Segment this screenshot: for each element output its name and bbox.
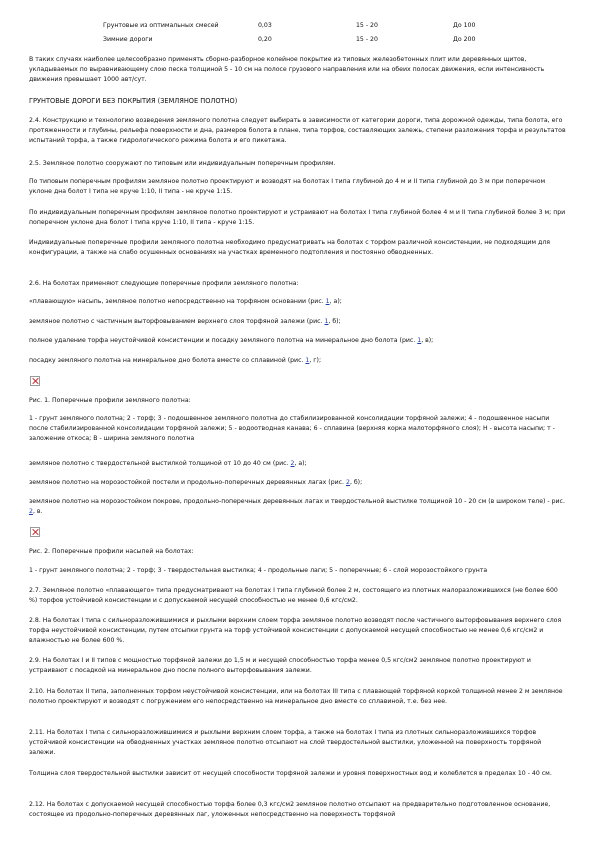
- row-coef: 0,20: [258, 36, 272, 43]
- row-limit: До 100: [453, 22, 476, 29]
- paragraph: Толщина слоя твердостельной выстилки зависит от несущей способности торфяной залежи и уровня поверхностных вод и колеблется в пределах 10 - 40 см.: [29, 770, 552, 777]
- row-range: 15 - 20: [356, 36, 378, 43]
- paragraph: 2.9. На болотах I и II типов с мощностью торфяной залежи до 1,5 м и несущей способностью торфа менее 0,5 кгс/см2 земляное полотно проектируют и устраивают с посадкой на минеральное дно после полного выторфовывания залежи.: [29, 657, 531, 674]
- paragraph: 2.6. На болотах применяют следующие поперечные профили земляного полотна:: [29, 280, 299, 287]
- list-item: земляное полотно с твердостельной выстилкой толщиной от 10 до 40 см (рис. 2, а);: [29, 460, 307, 467]
- list-item: земляное полотно на морозостойком покрове, продольно-поперечных деревянных лагах и твердостельной выстилке толщиной 10 - 20 см (в широком теле) - рис. 2, в.: [29, 498, 565, 515]
- paragraph: Индивидуальные поперечные профили земляного полотна необходимо предусматривать на болотах с торфом различной консистенции, не подходящим для конфигурации, а также на слабо осушенных основаниях на участках временного подтопления и постоянно обводненных.: [29, 239, 551, 256]
- paragraph: 2.8. На болотах I типа с сильноразложившимися и рыхлыми верхним слоем торфа земляное полотно возводят после частичного выторфовывания верхнего слоя торфа неустойчивой консистенции, путем отсыпки грунта на торф устойчивой консистенции с допускаемой несущей способностью не менее 0,6 кгс/см2 и влажностью не более 600 %.: [29, 617, 562, 644]
- paragraph: По индивидуальным поперечным профилям земляное полотно проектируют и устраивают на болотах I типа глубиной более 4 м и II типа глубиной более 3 м; при поперечном уклоне дна болот I типа круче 1:10, II типа - круче 1:15.: [29, 209, 566, 226]
- figure-legend: 1 - грунт земляного полотна; 2 - торф; 3 - подошвенное земляного полотна до стабилизированной консолидации торфяной залежи; 4 - подошвенное насыпи после стабилизированной консолидации торфяной залежи; 5 - водоотводная канава; 6 - сплавина (верхняя корка малоторфяного слоя); Н - высота насыпи; т - заложение откоса; В - ширина земляного полотна: [29, 415, 555, 442]
- figure-link[interactable]: 2: [346, 479, 350, 486]
- paragraph: 2.10. На болотах II типа, заполненных торфом неустойчивой консистенции, или на болотах III типа с плавающей торфяной коркой толщиной менее 2 м земляное полотно проектируют и возводят с погружением его непосредственно на минеральное дно вместе со сплавиной, т.е. без нее.: [29, 688, 563, 705]
- paragraph: 2.12. На болотах с допускаемой несущей способностью торфа более 0,3 кгс/см2 земляное полотно отсыпают на предварительно подготовленное основание, состоящее из продольно-поперечных деревянных лаг, уложенных непосредственно на поверхность торфяной: [29, 801, 551, 818]
- paragraph: 2.7. Земляное полотно «плавающего» типа предусматривают на болотах I типа глубиной более 2 м, состоящего из плотных малоразложившихся (не более 600 %) торфов устойчивой консистенции и с допускаемой несущей способностью не менее 0,6 кгс/см2.: [29, 587, 558, 604]
- paragraph: 2.11. На болотах I типа с сильноразложившимися и рыхлыми верхним слоем торфа, а также на болотах I типа из плотных сильноразложившихся торфов устойчивой консистенции на обводненных участках земляное полотно отсыпают на слой твердостельной выстилки, уложенной на поверхность торфяной залежи.: [29, 729, 542, 756]
- paragraph: 2.5. Земляное полотно сооружают по типовым или индивидуальным поперечным профилям.: [29, 160, 336, 167]
- row-coef: 0,03: [258, 22, 272, 29]
- paragraph: По типовым поперечным профилям земляное полотно проектируют и возводят на болотах I типа глубиной до 4 м и II типа глубиной до 3 м при поперечном уклоне дна болот I типа не круче 1:10, II типа - не круче 1:15.: [29, 178, 546, 195]
- figure-caption: Рис. 2. Поперечные профили насыпей на болотах:: [29, 548, 194, 555]
- table-row: [0, 20, 595, 32]
- broken-image-icon: [30, 527, 40, 537]
- figure-link[interactable]: 2: [290, 460, 295, 467]
- list-item: земляное полотно с частичным выторфовыванием верхнего слоя торфяной залежи (рис. 1, б);: [29, 318, 341, 325]
- list-item: посадку земляного полотна на минеральное дно болота вместе со сплавиной (рис. 1, г);: [29, 357, 322, 364]
- list-item: полное удаление торфа неустойчивой консистенции и посадку земляного полотна на минеральное дно болота (рис. 1, в);: [29, 337, 434, 344]
- broken-image-icon: [30, 376, 40, 386]
- paragraph: В таких случаях наиболее целесообразно применять сборно-разборное колейное покрытие из типовых железобетонных плит или деревянных щитов, укладываемых по выравнивающему слою песка толщиной 5 - 10 см на полосе грузового направления или на обеих полосах движения, если интенсивность движения превышает 1000 авт/сут.: [29, 56, 545, 83]
- list-item: «плавающую» насыпь, земляное полотно непосредственно на торфяном основании (рис. 1, а);: [29, 298, 342, 305]
- row-name: Зимние дороги: [103, 36, 153, 43]
- list-item: земляное полотно на морозостойкой постели и продольно-поперечных деревянных лагах (рис. 2, б);: [29, 479, 363, 486]
- section-heading: ГРУНТОВЫЕ ДОРОГИ БЕЗ ПОКРЫТИЯ (ЗЕМЛЯНОЕ ПОЛОТНО): [29, 97, 238, 105]
- figure-link[interactable]: 1: [305, 357, 310, 364]
- figure-caption: Рис. 1. Поперечные профили земляного полотна:: [29, 397, 191, 404]
- row-range: 15 - 20: [356, 22, 378, 29]
- table-row: [0, 34, 595, 46]
- figure-link[interactable]: 2: [29, 507, 33, 515]
- paragraph: 2.4. Конструкцию и технологию возведения земляного полотна следует выбирать в зависимости от категории дороги, типа дорожной одежды, типа болота, его протяженности и глубины, рельефа поверхности и дна, размеров болота в плане, типа торфов, составляющих залежь, степени разложения торфа и результатов испытаний торфа, а также гидрологического режима болота и его пикетажа.: [29, 117, 566, 144]
- row-name: Грунтовые из оптимальных смесей: [103, 22, 219, 29]
- figure-legend: 1 - грунт земляного полотна; 2 - торф; 3 - твердостельная выстилка; 4 - продольные лаги; 5 - поперечные; 6 - слой морозостойкого грунта: [29, 567, 488, 574]
- figure-link[interactable]: 1: [417, 337, 422, 344]
- figure-link[interactable]: 1: [324, 318, 329, 325]
- row-limit: До 200: [453, 36, 476, 43]
- figure-link[interactable]: 1: [325, 298, 330, 305]
